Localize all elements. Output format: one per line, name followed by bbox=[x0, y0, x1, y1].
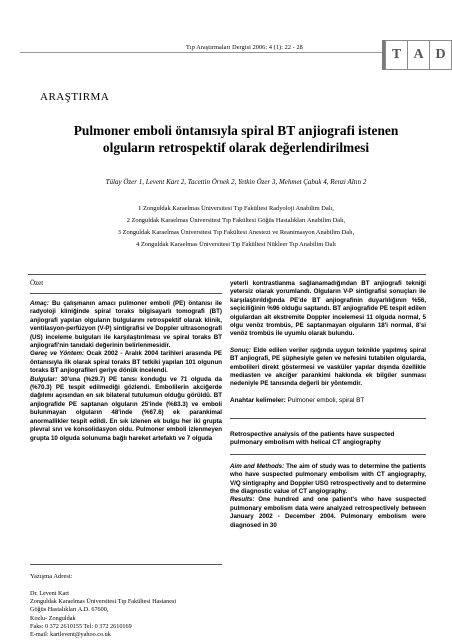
address-line: Göğüs Hastalıkları A.D. 67600, bbox=[30, 606, 109, 614]
article-title bbox=[40, 122, 432, 156]
abstract-paragraph bbox=[230, 496, 426, 530]
title-line: olguların retrospektif olarak değerlendirilmesi bbox=[102, 140, 370, 155]
title-line: Pulmoner emboli öntanısıyla spiral BT anjiografi istenen bbox=[73, 123, 399, 138]
paragraph-text: The aim of study was to determine the patients who have suspected pulmonary embolism with CT angiography, V/Q sintigraphy and Doppler USG retrospectively and to determine the diagnostic value of CT angiography. bbox=[230, 462, 427, 495]
address-title: Yazışma Adresi: bbox=[30, 573, 73, 580]
abstract-body-continued bbox=[230, 280, 426, 389]
journal-logo bbox=[382, 40, 452, 70]
section-rule bbox=[28, 274, 426, 275]
article-category: ARAŞTIRMA bbox=[40, 91, 110, 103]
abstract-body bbox=[30, 300, 222, 443]
journal-citation: Tıp Araştırmaları Dergisi 2006: 4 (1): 22 - 28 bbox=[186, 44, 303, 51]
abstract-paragraph bbox=[230, 280, 426, 339]
paragraph-text: One hundred and one patient's who have suspected pulmonary embolism data were analyzed retrospectively between January 2002 - December 2004. Pulmonary embolism were diagnosed in 30 bbox=[230, 496, 426, 529]
logo-letter: D bbox=[429, 40, 452, 70]
english-abstract-body bbox=[230, 463, 426, 530]
paragraph-label: Amaç: bbox=[30, 300, 49, 307]
affiliation: 3 Zonguldak Karaelmas Üniversitesi Tıp Fakültesi Anestezi ve Reanimasyon Anabilim Dalı, bbox=[117, 229, 355, 236]
header-rule bbox=[20, 52, 382, 53]
abstract-paragraph bbox=[230, 347, 426, 389]
keywords-value: Pulmoner emboli, spiral BT bbox=[285, 396, 365, 404]
logo-letter: T bbox=[385, 40, 408, 70]
paragraph-label: Aim and Methods: bbox=[230, 462, 285, 470]
affiliation-list bbox=[40, 203, 432, 251]
abstract-paragraph bbox=[30, 376, 222, 443]
logo-letter: A bbox=[407, 40, 430, 70]
email-link[interactable]: E-mail: kartlevent@yahoo.co.uk bbox=[30, 631, 111, 639]
paragraph-text: yeterli kontrastlanma sağlanamadığından BT anjiografi tekniği yetersiz olarak yorumlandı. Olguların V-P sintigrafisi sonuçları ile karşılaştırıldığında PE'de BT anjiografinin duyarlılığının %56, seçiciliğinin %96 olduğu saptandı. BT anjiografide PE tespit edilen olgulardan alt ekstremite Doppler incelemesi 11 olguda normal, 5 olgu venöz trombüs, PE saptanmayan olguların 18'i normal, 8'si venöz trombüs ile uyumlu olarak bulundu. bbox=[230, 280, 426, 338]
paragraph-text: Elde edilen veriler ışığında uygun teknikle yapılmış spiral BT anjiografi, PE şüphesiyle gelen ve nefesini tutabilen olgularda, embolileri direkt göstermesi ve vasküler yapılar dışında özellikle mediasten ve akciğer parankimi hakkında ek bilgiler sunması nedeniyle PE tanısında değerli bir yöntemdir. bbox=[230, 346, 426, 388]
address-line: Zonguldak Karaelmas Üniversitesi Tıp Fakültesi Hastanesi bbox=[30, 598, 177, 606]
affiliation: 4 Zonguldak Karaelmas Üniversitesi Tıp Fakültesi Nükleer Tıp Anabilim Dalı bbox=[136, 241, 336, 248]
keywords-label: Anahtar kelimeler: bbox=[230, 396, 286, 404]
keywords bbox=[230, 397, 426, 404]
abstract-paragraph bbox=[230, 463, 426, 497]
affiliation: 1 Zonguldak Karaelmas Üniversitesi Tıp Fakültesi Radyoloji Anabilim Dalı, bbox=[138, 205, 334, 212]
abstract-paragraph bbox=[30, 300, 222, 350]
address-line: Faks: 0 372 2610155 Tel: 0 372 2610169 bbox=[30, 622, 132, 630]
abstract-paragraph bbox=[30, 350, 222, 375]
english-title: Retrospective analysis of the patients have suspected pulmonary embolism with helical CT angiography bbox=[230, 430, 395, 447]
abstract-label: Özet bbox=[30, 279, 44, 287]
correspondence-address bbox=[30, 564, 222, 639]
address-line: Kozlu- Zonguldak bbox=[30, 614, 76, 622]
paragraph-text: 30'una (%29.7) PE tanısı konduğu ve 71 olguda da (%70.3) PE tespit edilmediği gözlendi. Embolilerin akciğerde dağılımı açısından en sık bilateral tutulumun olduğu görüldü. BT anjiografide PE saptanan olguların 25'inde (%83.3) ve emboli bulunmayan olguların 48'inde (%67.6) ek parankimal anormallikler tespit edildi. En sık izlenen ek bulgu her iki grupta plevral sıvı ve konsolidasyon oldu. Pulmoner emboli izlenmeyen grupta 10 olguda solunuma bağlı hareket artefaktı ve 7 olguda bbox=[30, 375, 222, 442]
paragraph-label: Sonuç: bbox=[230, 346, 251, 354]
paragraph-label: Bulgular: bbox=[30, 375, 58, 383]
paragraph-label: Results: bbox=[230, 496, 255, 504]
paragraph-text: Bu çalışmanın amacı pulmoner emboli (PE) öntanısı ile radyoloji kliniğinde spiral toraks bilgisayarlı tomografi (BT) anjiografi yapılan olguların bulgularını retrospektif olarak klinik, ventilasyon-perfüzyon (V-P) sintigrafisi ve Doppler ultrasonografi (US) inceleme bulguları ile karşılaştırılması ve spiral toraks BT anjiografi'nin tanıdaki değerinin belirlenmesidir. bbox=[30, 300, 222, 350]
address-line: Dr. Levent Kart bbox=[30, 590, 70, 597]
author-list: Tülay Özer 1, Levent Kart 2, Tacettin Örnek 2, Yetkin Özer 3, Mehmet Çabuk 4, Renzi Altın 2 bbox=[105, 178, 367, 186]
paragraph-label: Gereç ve Yöntem: bbox=[30, 350, 85, 358]
abstract-rule bbox=[30, 293, 222, 294]
left-column bbox=[30, 280, 222, 443]
english-title-rule bbox=[230, 454, 426, 455]
affiliation: 2 Zonguldak Karaelmas Üniversitesi Tıp Fakültesi Göğüs Hastalıkları Anabilim Dalı, bbox=[126, 217, 346, 224]
address-rule bbox=[30, 564, 222, 565]
english-abstract-rule bbox=[230, 418, 426, 419]
paragraph-text: Ocak 2002 - Aralık 2004 tarihleri arasında PE öntanısıyla ilk olarak spiral toraks BT tetkiki yapılan 101 olgunun toraks BT anjiografileri geriye dönük incelendi. bbox=[30, 350, 222, 375]
right-column bbox=[230, 280, 426, 530]
